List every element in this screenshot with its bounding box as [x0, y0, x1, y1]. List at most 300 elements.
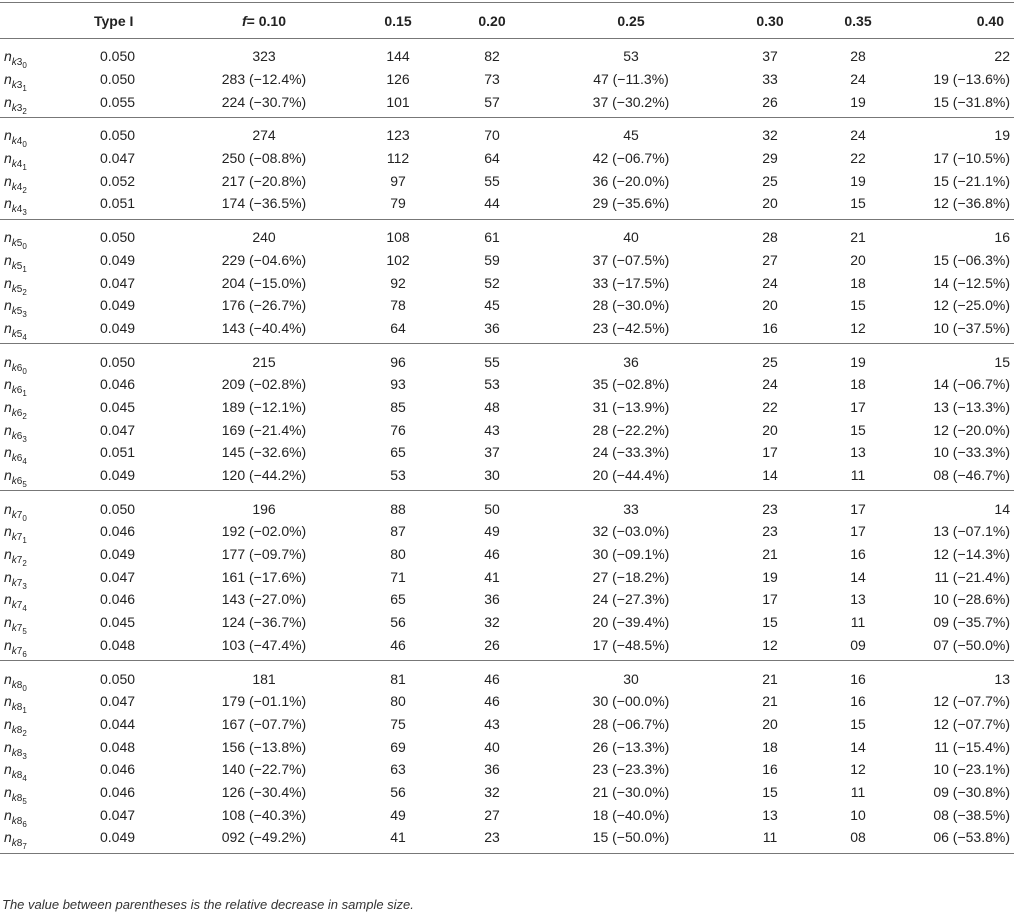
- cell-f-035: 18: [850, 376, 866, 393]
- row-label-subscript: [11, 306, 27, 320]
- cell-f-030: 15: [762, 783, 778, 800]
- cell-f-015: 112: [386, 150, 410, 167]
- row-label-n: n: [4, 376, 12, 393]
- cell-f-025: 28 (−06.7%): [592, 715, 670, 732]
- cell-f-015: 81: [390, 670, 406, 687]
- table-row: [0, 781, 1014, 804]
- cell-f-015: 41: [348, 826, 448, 853]
- row-label-subscript: [11, 238, 27, 252]
- row-label-k: k: [11, 80, 17, 92]
- cell-f-025: 24 (−33.3%): [592, 444, 670, 461]
- cell-f-040: 11 (−15.4%): [934, 738, 1010, 755]
- row-label-n: n: [4, 421, 12, 438]
- row-label: [0, 344, 88, 376]
- cell-f-030: 24: [762, 376, 778, 393]
- cell-f-030: 20: [762, 715, 778, 732]
- row-label-k: k: [11, 204, 17, 216]
- cell-f-015: 76: [390, 421, 406, 438]
- cell-f-015: 97: [390, 172, 406, 189]
- row-label-group: 5: [16, 238, 23, 250]
- row-label-subscript: [11, 204, 27, 218]
- row-label-group: 3: [16, 57, 23, 69]
- type-i-cell: 0.047: [100, 150, 136, 167]
- cell-f-025: 28 (−30.0%): [592, 297, 670, 314]
- row-label: [0, 826, 88, 853]
- row-label-index: 3: [22, 751, 27, 761]
- row-label-k: k: [11, 407, 17, 419]
- type-i-cell: 0.051: [88, 192, 180, 219]
- cell-f-025: 36 (−20.0%): [592, 172, 670, 189]
- row-label-n: n: [4, 500, 12, 517]
- cell-f-025: 30 (−00.0%): [592, 693, 670, 710]
- cell-f-010: 181: [252, 670, 276, 687]
- row-label: [0, 418, 88, 444]
- row-label-subscript: [12, 284, 27, 295]
- cell-f-040: 15 (−31.8%): [902, 90, 1014, 117]
- cell-f-020: 43: [484, 715, 500, 732]
- row-label-group: 4: [16, 159, 23, 171]
- cell-f-025: 33: [623, 500, 639, 517]
- row-label-k: k: [11, 430, 17, 442]
- row-label-index: 4: [22, 604, 27, 614]
- cell-f-025: 24 (−27.3%): [592, 591, 670, 608]
- cell-f-010: 192 (−02.0%): [221, 523, 307, 540]
- type-i-cell: 0.047: [100, 806, 136, 823]
- cell-f-015: 65: [390, 444, 406, 461]
- cell-f-040: 12 (−25.0%): [933, 297, 1010, 314]
- header-col-035: 0.35: [814, 3, 902, 39]
- row-label-subscript: [11, 80, 27, 94]
- type-i-cell: 0.050: [100, 71, 136, 88]
- row-label-subscript: [12, 363, 27, 374]
- header-col-015: 0.15: [348, 3, 448, 39]
- row-label-subscript: [11, 838, 27, 852]
- cell-f-040: 08 (−46.7%): [902, 464, 1014, 491]
- cell-f-025: 40: [623, 229, 639, 246]
- row-label: [0, 713, 88, 736]
- cell-f-040: 14: [994, 500, 1010, 517]
- row-label-group: 6: [16, 476, 23, 488]
- type-i-cell: 0.051: [100, 444, 136, 461]
- row-label-k: k: [11, 792, 17, 804]
- type-i-cell: 0.046: [100, 376, 136, 393]
- row-label-index: 1: [22, 389, 27, 399]
- cell-f-020: 55: [484, 353, 500, 370]
- row-label-k: k: [11, 453, 17, 465]
- row-label: [0, 39, 88, 71]
- cell-f-025: 42 (−06.7%): [592, 150, 670, 167]
- cell-f-015: 123: [386, 127, 410, 144]
- cell-f-030: 27: [762, 251, 778, 268]
- row-label-n: n: [4, 150, 12, 167]
- row-label-group: 6: [16, 362, 23, 374]
- cell-f-020: 73: [484, 71, 500, 88]
- row-label-group: 8: [16, 838, 23, 850]
- type-i-cell: 0.050: [100, 353, 136, 370]
- row-label: [0, 520, 88, 546]
- cell-f-040: 11 (−21.4%): [934, 568, 1010, 585]
- row-label-n: n: [4, 353, 12, 370]
- cell-f-020: 45: [484, 297, 500, 314]
- row-label-k: k: [11, 102, 17, 114]
- row-label-group: 7: [16, 509, 23, 521]
- header-type-i: Type I: [88, 3, 180, 39]
- row-label-subscript: [11, 453, 27, 467]
- cell-f-010: 174 (−36.5%): [180, 192, 348, 219]
- row-label-group: 5: [16, 260, 23, 272]
- cell-f-020: 64: [484, 150, 500, 167]
- cell-f-015: 78: [390, 297, 406, 314]
- row-label-index: 4: [22, 457, 27, 467]
- row-label: [0, 192, 88, 219]
- row-label-k: k: [11, 747, 17, 759]
- cell-f-010: 156 (−13.8%): [221, 738, 307, 755]
- type-i-cell: 0.049: [100, 546, 136, 563]
- cell-f-030: 13: [762, 806, 778, 823]
- cell-f-040: 13 (−13.3%): [933, 398, 1010, 415]
- row-label-index: 3: [22, 434, 27, 444]
- type-i-cell: 0.050: [100, 48, 136, 65]
- row-label-index: 1: [22, 536, 27, 546]
- cell-f-035: 19: [850, 172, 866, 189]
- row-label-group: 7: [16, 600, 23, 612]
- row-label-n: n: [4, 229, 12, 246]
- row-label-k: k: [11, 181, 17, 193]
- cell-f-020: 26: [448, 634, 536, 661]
- cell-f-035: 22: [850, 150, 866, 167]
- row-label-k: k: [11, 306, 17, 318]
- header-col-025: 0.25: [536, 3, 726, 39]
- cell-f-020: 37: [484, 444, 500, 461]
- header-f-value: = 0.10: [246, 12, 286, 29]
- cell-f-010: 323: [252, 48, 276, 65]
- cell-f-025: 36: [623, 353, 639, 370]
- cell-f-035: 20: [850, 251, 866, 268]
- row-label-subscript: [11, 476, 27, 490]
- type-i-cell: 0.047: [100, 274, 136, 291]
- row-label: [0, 118, 88, 150]
- cell-f-030: 21: [762, 546, 778, 563]
- row-label-group: 3: [16, 102, 23, 114]
- row-label-subscript: [11, 159, 27, 173]
- row-label: [0, 781, 88, 804]
- cell-f-025: 23 (−23.3%): [592, 761, 670, 778]
- table-row: [0, 90, 1014, 117]
- cell-f-030: 11: [726, 826, 814, 853]
- row-label-index: 0: [22, 366, 27, 376]
- row-label-k: k: [11, 623, 17, 635]
- row-label-subscript: [12, 578, 27, 589]
- row-label-index: 2: [22, 411, 27, 421]
- type-i-cell: 0.047: [100, 421, 136, 438]
- row-label-n: n: [4, 591, 12, 608]
- row-label-group: 5: [16, 283, 23, 295]
- cell-f-035: 21: [850, 229, 866, 246]
- cell-f-035: 18: [850, 274, 866, 291]
- row-label-group: 8: [16, 702, 23, 714]
- cell-f-015: 102: [386, 251, 410, 268]
- row-label-n: n: [4, 319, 12, 336]
- cell-f-030: 25: [762, 172, 778, 189]
- row-label-k: k: [11, 238, 17, 250]
- cell-f-040: 19 (−13.6%): [933, 71, 1010, 88]
- cell-f-030: 21: [762, 693, 778, 710]
- row-label-index: 2: [22, 106, 27, 116]
- row-label-index: 6: [22, 649, 27, 659]
- cell-f-035: 16: [850, 546, 866, 563]
- cell-f-015: 80: [390, 546, 406, 563]
- row-label-k: k: [11, 724, 17, 736]
- cell-f-015: 64: [348, 317, 448, 344]
- row-label-index: 4: [22, 774, 27, 784]
- cell-f-020: 46: [484, 693, 500, 710]
- row-label-n: n: [4, 195, 12, 212]
- cell-f-025: 37 (−07.5%): [592, 251, 670, 268]
- row-label-subscript: [11, 385, 27, 399]
- type-i-cell: 0.049: [88, 317, 180, 344]
- header-col-030: 0.30: [726, 3, 814, 39]
- row-label-index: 2: [22, 728, 27, 738]
- cell-f-020: 36: [484, 761, 500, 778]
- row-label-index: 0: [22, 513, 27, 523]
- row-label-subscript: [12, 329, 27, 340]
- cell-f-025: 30: [623, 670, 639, 687]
- row-label-subscript: [11, 623, 27, 637]
- row-label: [0, 735, 88, 761]
- row-label-n: n: [4, 127, 12, 144]
- row-label: [0, 634, 88, 661]
- cell-f-025: 33 (−17.5%): [592, 274, 670, 291]
- cell-f-035: 11: [850, 614, 866, 631]
- cell-f-015: 49: [390, 806, 406, 823]
- cell-f-040: 16: [994, 229, 1010, 246]
- row-label-group: 4: [16, 136, 23, 148]
- row-label: [0, 249, 88, 272]
- table-row: [0, 690, 1014, 713]
- cell-f-035: 16: [850, 693, 866, 710]
- cell-f-040: 17 (−10.5%): [933, 150, 1010, 167]
- row-label-group: 8: [16, 724, 23, 736]
- cell-f-020: 50: [484, 500, 500, 517]
- header-f-010: [180, 3, 348, 39]
- cell-f-025: 21 (−30.0%): [592, 783, 670, 800]
- cell-f-035: 16: [850, 670, 866, 687]
- cell-f-015: 56: [390, 783, 406, 800]
- cell-f-040: 12 (−36.8%): [902, 192, 1014, 219]
- row-label-index: 2: [22, 185, 27, 195]
- row-label-n: n: [4, 297, 12, 314]
- type-i-cell: 0.048: [88, 634, 180, 661]
- row-label-n: n: [4, 568, 12, 585]
- cell-f-040: 14 (−06.7%): [933, 376, 1010, 393]
- row-label-subscript: [12, 431, 27, 442]
- cell-f-015: 56: [390, 614, 406, 631]
- row-label-subscript: [11, 770, 27, 784]
- row-label-index: 4: [22, 332, 27, 342]
- cell-f-030: 29: [762, 150, 778, 167]
- cell-f-025: 15 (−50.0%): [536, 826, 726, 853]
- row-label-n: n: [4, 670, 12, 687]
- row-label: [0, 690, 88, 716]
- table-row: [0, 39, 1014, 68]
- cell-f-010: 229 (−04.6%): [221, 251, 307, 268]
- cell-f-035: 13: [850, 591, 866, 608]
- type-i-cell: 0.049: [88, 464, 180, 491]
- row-label-k: k: [11, 509, 17, 521]
- row-label-index: 5: [22, 796, 27, 806]
- row-label: [0, 90, 88, 117]
- cell-f-010: 143 (−27.0%): [221, 591, 307, 608]
- cell-f-020: 30: [448, 464, 536, 491]
- cell-f-035: 17: [850, 500, 866, 517]
- cell-f-025: 29 (−35.6%): [536, 192, 726, 219]
- table-body: [0, 39, 1014, 854]
- header-empty: [0, 3, 88, 39]
- cell-f-035: 28: [850, 48, 866, 65]
- type-i-cell: 0.049: [88, 826, 180, 853]
- cell-f-035: 17: [850, 523, 866, 540]
- table-row: [0, 271, 1014, 294]
- table-row: [0, 543, 1014, 566]
- cell-f-030: 20: [726, 192, 814, 219]
- type-i-cell: 0.049: [100, 297, 136, 314]
- row-label-group: 7: [16, 555, 23, 567]
- cell-f-040: 09 (−35.7%): [933, 614, 1010, 631]
- header-f-symbol: f: [242, 12, 247, 29]
- table-row: [0, 758, 1014, 781]
- table-row: [0, 147, 1014, 170]
- cell-f-040: 12 (−07.7%): [933, 715, 1010, 732]
- cell-f-010: 196: [252, 500, 276, 517]
- row-label-subscript: [12, 680, 27, 691]
- row-label-index: 1: [22, 706, 27, 716]
- row-label-n: n: [4, 93, 12, 110]
- cell-f-030: 18: [762, 738, 778, 755]
- row-label-group: 4: [16, 181, 23, 193]
- type-i-cell: 0.050: [100, 127, 136, 144]
- header-col-020: 0.20: [448, 3, 536, 39]
- table-footnote: The value between parentheses is the relative decrease in sample size.: [2, 897, 414, 912]
- cell-f-035: 24: [850, 127, 866, 144]
- cell-f-010: 126 (−30.4%): [221, 783, 307, 800]
- row-label-index: 6: [22, 819, 27, 829]
- sample-size-table: [0, 2, 1014, 854]
- cell-f-020: 40: [484, 738, 500, 755]
- row-label-group: 8: [16, 747, 23, 759]
- row-label-group: 5: [16, 306, 23, 318]
- table-row: [0, 803, 1014, 826]
- table-row: [0, 294, 1014, 317]
- table-row: [0, 396, 1014, 419]
- cell-f-030: 14: [726, 464, 814, 491]
- row-label-subscript: [11, 57, 27, 71]
- cell-f-010: 177 (−09.7%): [221, 546, 307, 563]
- header-row: [0, 3, 1014, 39]
- cell-f-010: 124 (−36.7%): [221, 614, 307, 631]
- cell-f-030: 23: [762, 523, 778, 540]
- type-i-cell: 0.046: [100, 761, 136, 778]
- cell-f-040: 22: [994, 48, 1010, 65]
- cell-f-010: 179 (−01.1%): [221, 693, 307, 710]
- cell-f-035: 17: [850, 398, 866, 415]
- cell-f-030: 24: [762, 274, 778, 291]
- type-i-cell: 0.047: [100, 568, 136, 585]
- row-label-n: n: [4, 614, 12, 631]
- type-i-cell: 0.046: [100, 591, 136, 608]
- cell-f-040: 10 (−37.5%): [902, 317, 1014, 344]
- cell-f-015: 85: [390, 398, 406, 415]
- table-row: [0, 661, 1014, 690]
- row-label-index: 0: [22, 140, 27, 150]
- cell-f-010: 167 (−07.7%): [221, 715, 307, 732]
- table-row: [0, 735, 1014, 758]
- row-label-group: 5: [16, 328, 23, 340]
- cell-f-020: 46: [484, 670, 500, 687]
- row-label-group: 6: [16, 385, 23, 397]
- row-label: [0, 317, 88, 344]
- cell-f-010: 103 (−47.4%): [180, 634, 348, 661]
- cell-f-030: 37: [762, 48, 778, 65]
- cell-f-035: 11: [814, 464, 902, 491]
- table-row: [0, 491, 1014, 520]
- cell-f-030: 12: [726, 634, 814, 661]
- row-label: [0, 803, 88, 829]
- table-row: [0, 418, 1014, 441]
- table-row: [0, 588, 1014, 611]
- row-label-group: 4: [16, 204, 23, 216]
- cell-f-035: 15: [850, 297, 866, 314]
- cell-f-015: 79: [348, 192, 448, 219]
- row-label-n: n: [4, 806, 12, 823]
- row-label-index: 2: [22, 287, 27, 297]
- cell-f-040: 06 (−53.8%): [902, 826, 1014, 853]
- cell-f-015: 71: [390, 568, 406, 585]
- row-label-subscript: [12, 725, 27, 736]
- type-i-cell: 0.055: [88, 90, 180, 117]
- cell-f-040: 13: [994, 670, 1010, 687]
- cell-f-035: 14: [850, 738, 866, 755]
- cell-f-040: 12 (−20.0%): [933, 421, 1010, 438]
- cell-f-020: 70: [484, 127, 500, 144]
- cell-f-035: 19: [814, 90, 902, 117]
- cell-f-030: 26: [726, 90, 814, 117]
- cell-f-030: 16: [762, 761, 778, 778]
- row-label-subscript: [12, 793, 27, 804]
- cell-f-030: 20: [762, 421, 778, 438]
- row-label-subscript: [11, 555, 27, 569]
- cell-f-020: 32: [484, 614, 500, 631]
- cell-f-015: 144: [386, 48, 410, 65]
- cell-f-040: 15 (−21.1%): [933, 172, 1010, 189]
- row-label: [0, 147, 88, 173]
- cell-f-035: 15: [814, 192, 902, 219]
- table-row: [0, 611, 1014, 634]
- cell-f-035: 12: [814, 317, 902, 344]
- cell-f-040: 10 (−33.3%): [933, 444, 1010, 461]
- type-i-cell: 0.050: [100, 500, 136, 517]
- row-label-group: 8: [16, 815, 23, 827]
- row-label-n: n: [4, 48, 12, 65]
- table-row: [0, 713, 1014, 736]
- row-label-n: n: [4, 251, 12, 268]
- cell-f-015: 87: [390, 523, 406, 540]
- cell-f-030: 19: [762, 568, 778, 585]
- row-label-k: k: [11, 577, 17, 589]
- cell-f-015: 65: [390, 591, 406, 608]
- row-label-subscript: [12, 103, 27, 114]
- row-label-index: 5: [22, 627, 27, 637]
- cell-f-010: 145 (−32.6%): [221, 444, 307, 461]
